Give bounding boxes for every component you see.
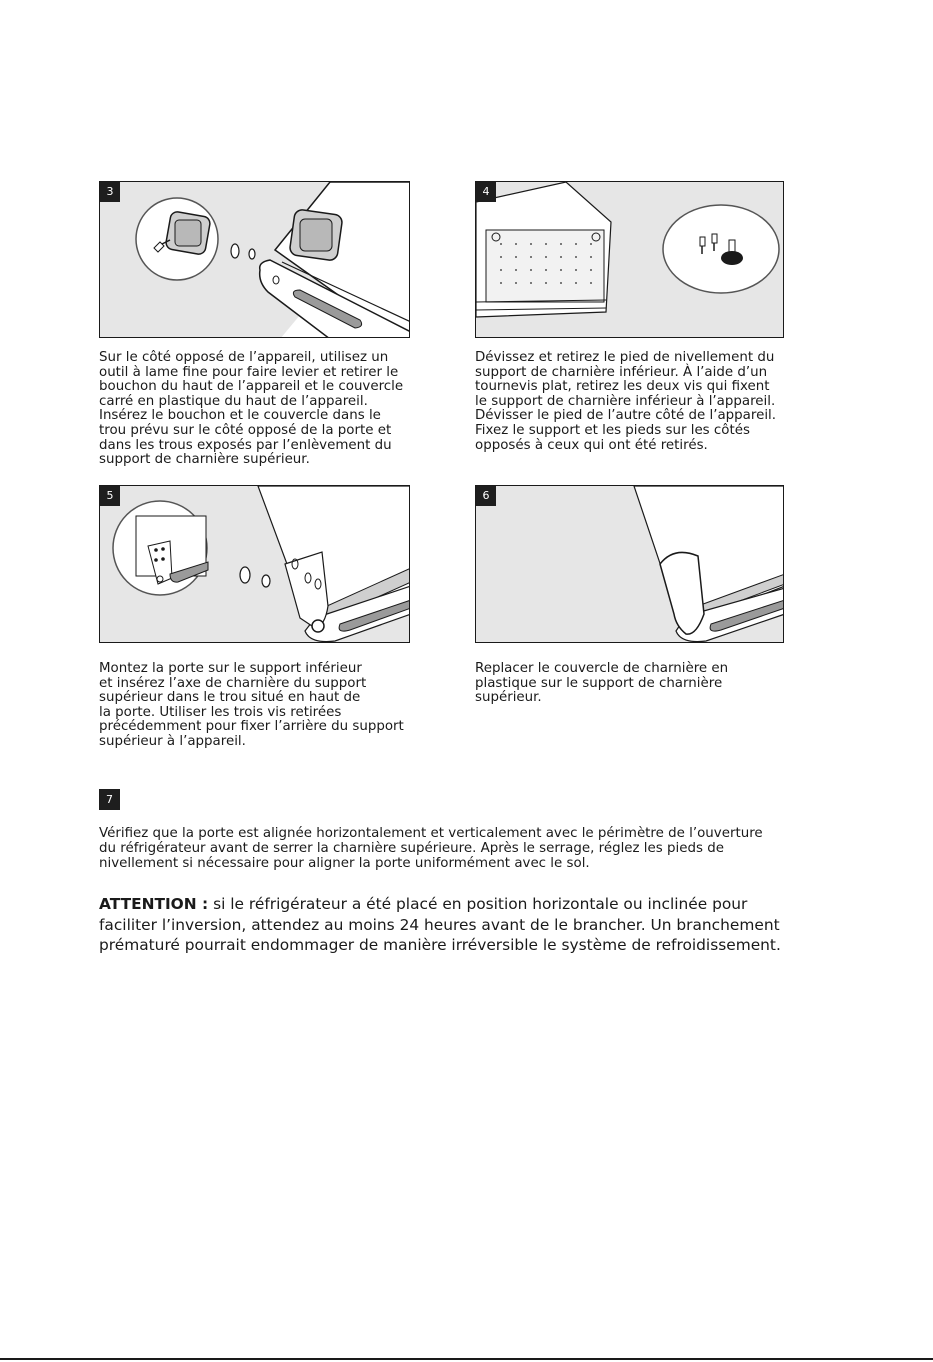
step-number-badge: 4: [476, 182, 496, 202]
step-number-badge: 3: [100, 182, 120, 202]
illustration-replace-hinge-cover: [476, 486, 784, 643]
warning-label: ATTENTION :: [99, 895, 209, 913]
step-number-badge: 5: [100, 486, 120, 506]
step-7-text: Vérifiez que la porte est alignée horizontalement et verticalement avec le périmètre de l’ouverture du réfrigérateur avant de serrer la charnière supérieure. Après le serrage, réglez les pieds de nivellement si nécessaire pour aligner la porte uniformément avec le sol.: [99, 826, 763, 871]
figure-step-6: [475, 485, 784, 643]
illustration-remove-leveling-foot: [476, 182, 784, 338]
figure-step-5: [99, 485, 410, 643]
figure-step-4: [475, 181, 784, 338]
step-6-caption: Replacer le couvercle de charnière en plastique sur le support de charnière supérieur.: [475, 661, 729, 706]
warning-text: si le réfrigérateur a été placé en position horizontale ou inclinée pour faciliter l’inversion, attendez au moins 24 heures avant de le brancher. Un branchement prématuré pourrait endommager de manière irréversible le système de refroidissement.: [99, 895, 781, 954]
step-4-caption: Dévissez et retirez le pied de nivellement du support de charnière inférieur. À l’aide d’un tournevis plat, retirez les deux vis qui fixent le support de charnière inférieur à l’appareil. Dévisser le pied de l’autre côté de l’appareil. Fixez le support et les pieds sur les côtés opposés à ceux qui ont été retirés.: [475, 350, 777, 453]
page-bottom-rule: [0, 1358, 933, 1360]
step-7-badge: 7: [99, 789, 120, 810]
illustration-remove-cap: [100, 182, 410, 338]
illustration-mount-door: [100, 486, 410, 643]
step-5-caption: Montez la porte sur le support inférieur et insérez l’axe de charnière du support supérieur dans le trou situé en haut de la porte. Utiliser les trois vis retirées précédemment pour fixer l’arrière du support supérieur à l’appareil.: [99, 661, 404, 749]
step-number-badge: 6: [476, 486, 496, 506]
step-3-caption: Sur le côté opposé de l’appareil, utilisez un outil à lame fine pour faire levier et retirer le bouchon du haut de l’appareil et le couvercle carré en plastique du haut de l’appareil. Insérez le bouchon et le couvercle dans le trou prévu sur le côté opposé de la porte et dans les trous exposés par l’enlèvement du support de charnière supérieur.: [99, 350, 404, 468]
figure-step-3: [99, 181, 410, 338]
warning-paragraph: [99, 894, 781, 956]
